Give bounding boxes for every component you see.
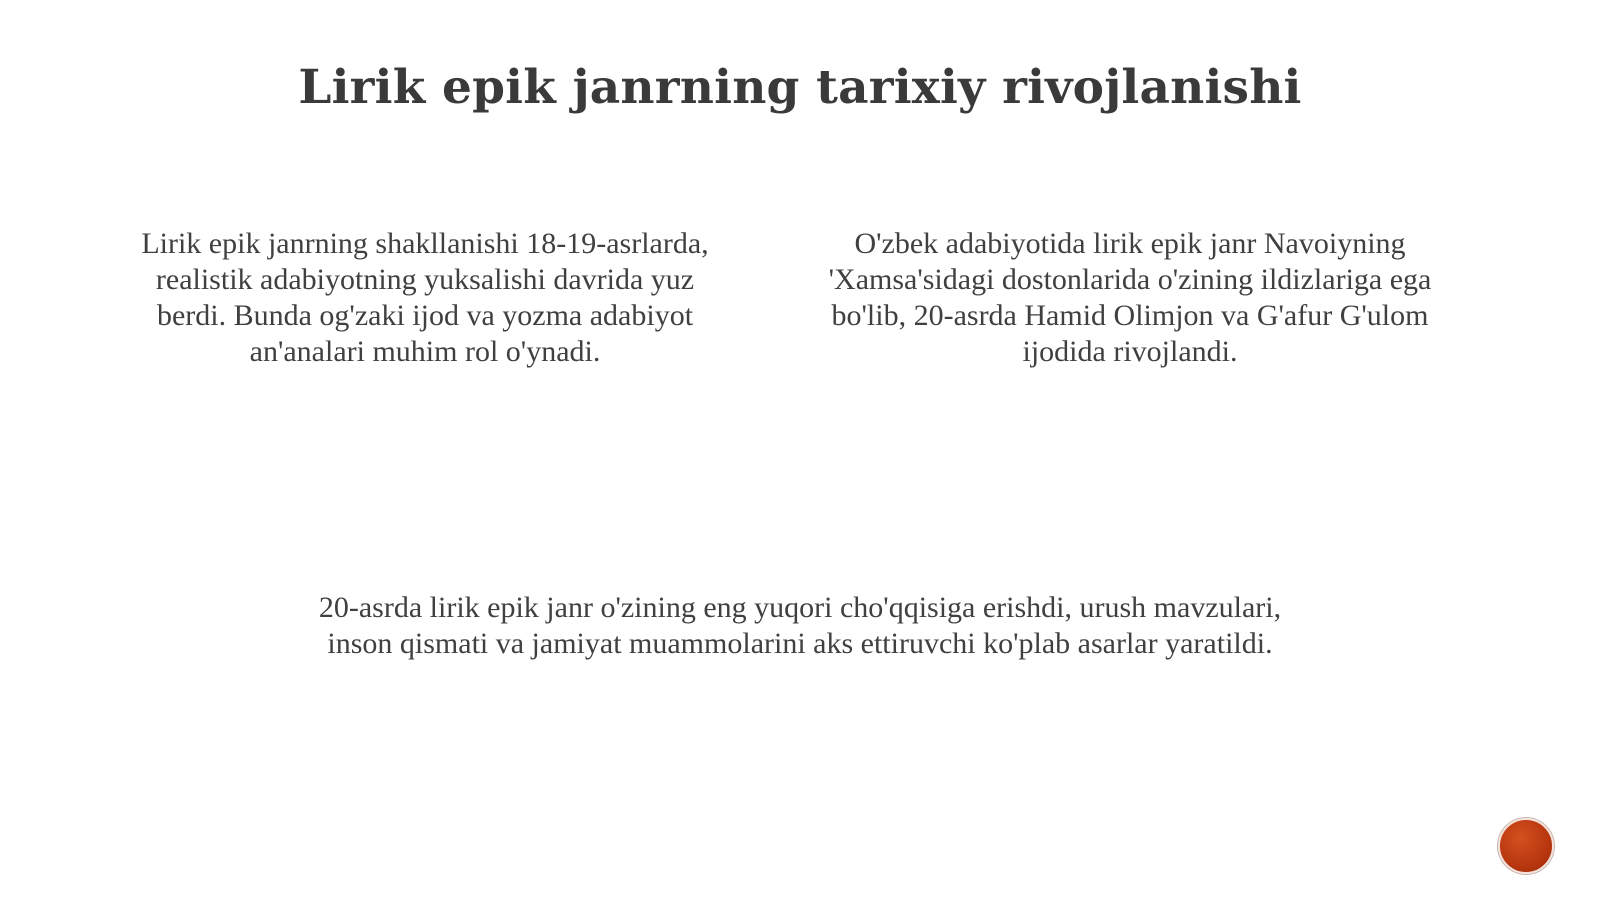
text-block-right: O'zbek adabiyotida lirik epik janr Navoiyning 'Xamsa'sidagi dostonlarida o'zining ildizlariga ega bo'lib, 20-asrda Hamid Olimjon va G'afur G'ulom ijodida rivojlandi. <box>828 227 1432 368</box>
text-block-bottom: 20-asrda lirik epik janr o'zining eng yuqori cho'qqisiga erishdi, urush mavzulari, inson qismati va jamiyat muammolarini aks ettiruvchi ko'plab asarlar yaratildi. <box>318 591 1282 660</box>
slide-title: Lirik epik janrning tarixiy rivojlanishi <box>298 60 1302 115</box>
text-block-left: Lirik epik janrning shakllanishi 18-19-asrlarda, realistik adabiyotning yuksalishi davrida yuz berdi. Bunda og'zaki ijod va yozma adabiyot an'analari muhim rol o'ynadi. <box>141 227 709 368</box>
next-slide-button[interactable] <box>1498 818 1554 874</box>
